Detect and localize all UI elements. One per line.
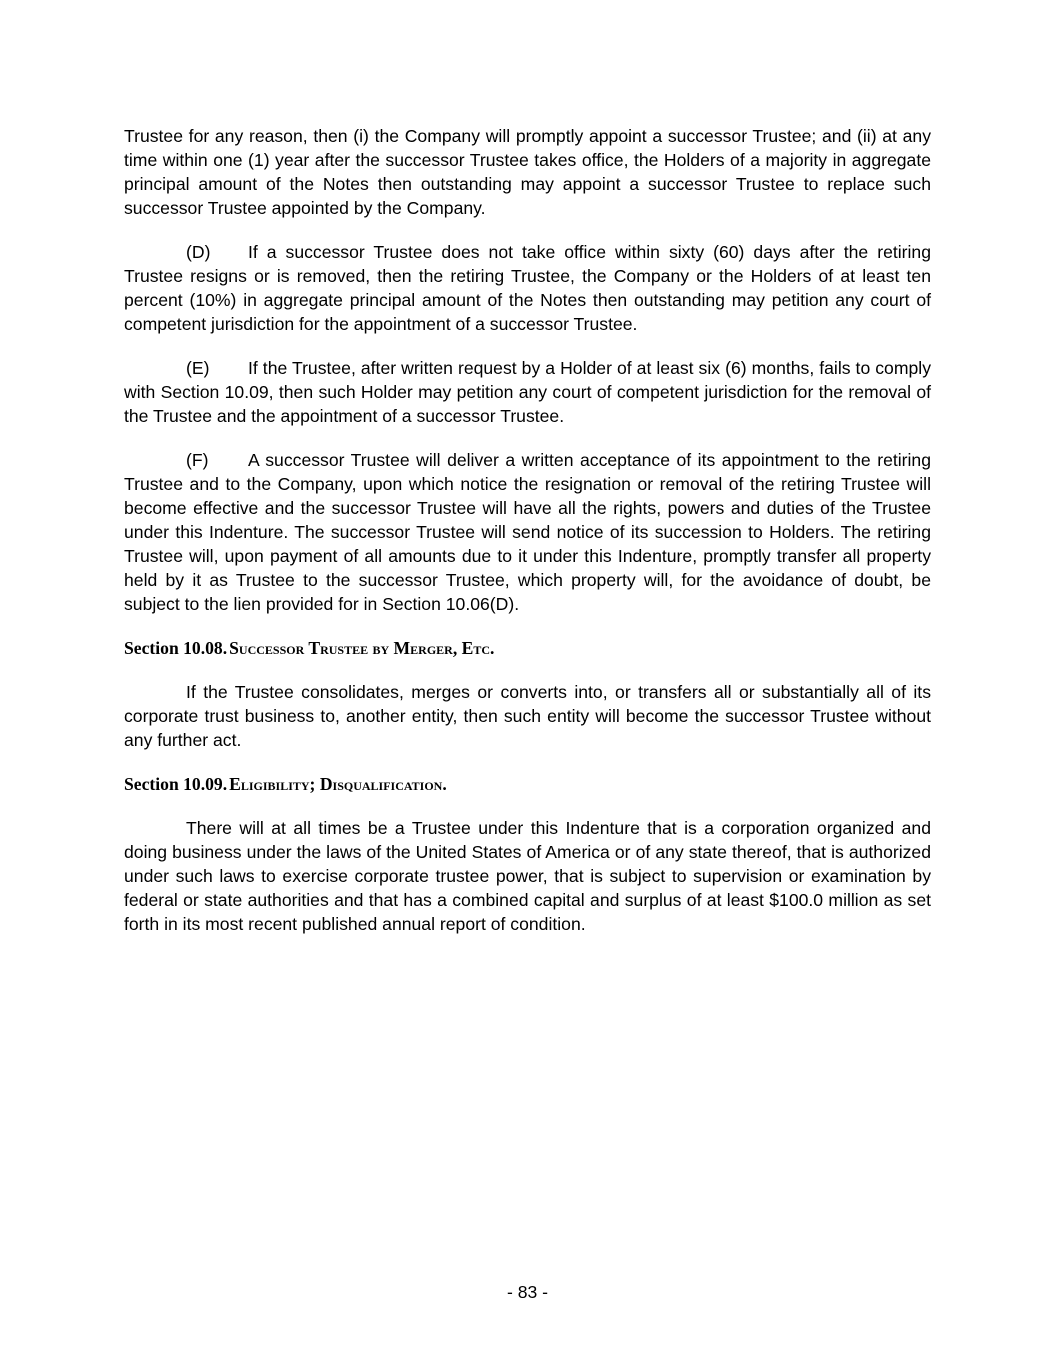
section-1008-title: Successor Trustee by Merger, Etc. xyxy=(229,638,495,658)
clause-f-paragraph xyxy=(124,448,931,616)
section-1009-number: Section 10.09. xyxy=(124,774,228,794)
clause-d-text: If a successor Trustee does not take office within sixty (60) days after the retiring Trustee resigns or is removed, then the retiring Trustee, the Company or the Holders of at least ten percent (10%) in aggregate principal amount of the Notes then outstanding may petition any court of competent jurisdiction for the appointment of a successor Trustee. xyxy=(124,242,931,334)
clause-d-paragraph xyxy=(124,240,931,336)
document-body xyxy=(124,124,931,956)
section-1009-body: There will at all times be a Trustee under this Indenture that is a corporation organized and doing business under the laws of the United States of America or of any state thereof, that is authorized under such laws to exercise corporate trustee power, that is subject to supervision or examination by federal or state authorities and that has a combined capital and surplus of at least $100.0 million as set forth in its most recent published annual report of condition. xyxy=(124,818,931,934)
clause-e-marker: (E) xyxy=(186,358,210,378)
section-1008-heading xyxy=(124,636,931,660)
clause-d-marker: (D) xyxy=(186,242,211,262)
continuation-paragraph: Trustee for any reason, then (i) the Company will promptly appoint a successor Trustee; and (ii) at any time within one (1) year after the successor Trustee takes office, the Holders of a majority in aggregate principal amount of the Notes then outstanding may appoint a successor Trustee to replace such successor Trustee appointed by the Company. xyxy=(124,126,931,218)
section-1009-title: Eligibility; Disqualification. xyxy=(229,774,447,794)
section-1008-body: If the Trustee consolidates, merges or converts into, or transfers all or substantially all of its corporate trust business to, another entity, then such entity will become the successor Trustee without any further act. xyxy=(124,682,931,750)
section-1008-number: Section 10.08. xyxy=(124,638,228,658)
section-1009-heading xyxy=(124,772,931,796)
clause-e-paragraph xyxy=(124,356,931,428)
clause-e-text: If the Trustee, after written request by a Holder of at least six (6) months, fails to comply with Section 10.09, then such Holder may petition any court of competent jurisdiction for the removal of the Trustee and the appointment of a successor Trustee. xyxy=(124,358,931,426)
clause-f-marker: (F) xyxy=(186,450,209,470)
clause-f-text: A successor Trustee will deliver a written acceptance of its appointment to the retiring Trustee and to the Company, upon which notice the resignation or removal of the retiring Trustee will become effective and the successor Trustee will have all the rights, powers and duties of the Trustee under this Indenture. The successor Trustee will send notice of its succession to Holders. The retiring Trustee will, upon payment of all amounts due to it under this Indenture, promptly transfer all property held by it as Trustee to the successor Trustee, which property will, for the avoidance of doubt, be subject to the lien provided for in Section 10.06(D). xyxy=(124,450,931,614)
page-number: - 83 - xyxy=(506,1282,549,1302)
